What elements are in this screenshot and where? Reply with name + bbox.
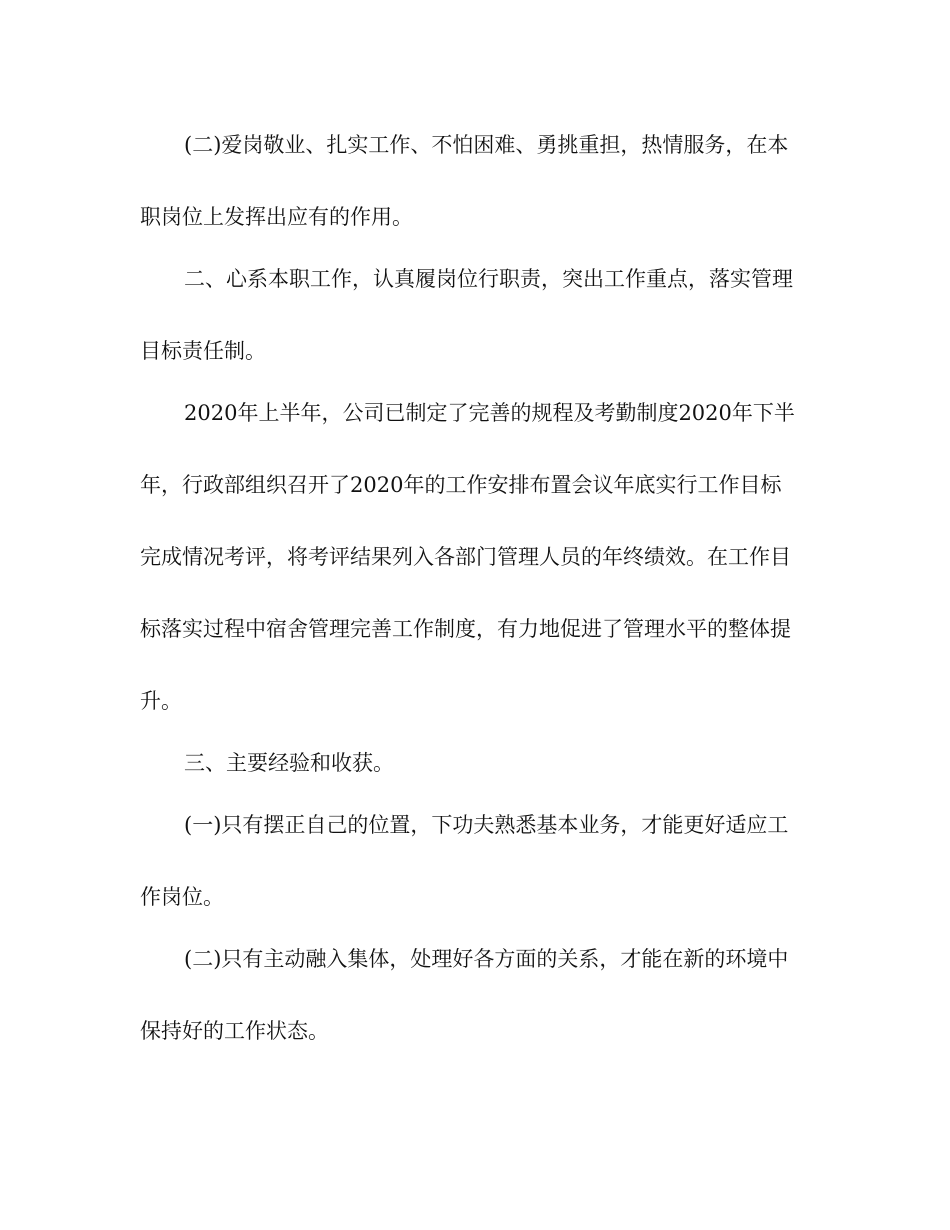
section-heading-line: 三、主要经验和收获。	[184, 751, 394, 775]
paragraph-line: (二)只有主动融入集体，处理好各方面的关系，才能在新的环境中	[184, 947, 789, 971]
paragraph-line: 完成情况考评，将考评结果列入各部门管理人员的年终绩效。在工作目	[140, 545, 791, 569]
paragraph-line: (一)只有摆正自己的位置，下功夫熟悉基本业务，才能更好适应工	[184, 813, 789, 837]
paragraph-line: (二)爱岗敬业、扎实工作、不怕困难、勇挑重担，热情服务，在本	[184, 133, 789, 157]
section-heading-line: 二、心系本职工作，认真履岗位行职责，突出工作重点，落实管理	[184, 267, 793, 291]
section-heading-line: 目标责任制。	[140, 339, 266, 363]
paragraph-line: 职岗位上发挥出应有的作用。	[140, 205, 413, 229]
paragraph-line: 作岗位。	[140, 885, 224, 909]
paragraph-line: 2020年上半年，公司已制定了完善的规程及考勤制度2020年下半	[184, 401, 795, 425]
paragraph-line: 升。	[140, 689, 182, 713]
paragraph-line: 标落实过程中宿舍管理完善工作制度，有力地促进了管理水平的整体提	[140, 617, 791, 641]
paragraph-line: 年，行政部组织召开了2020年的工作安排布置会议年底实行工作目标	[140, 473, 782, 497]
paragraph-line: 保持好的工作状态。	[140, 1019, 329, 1043]
